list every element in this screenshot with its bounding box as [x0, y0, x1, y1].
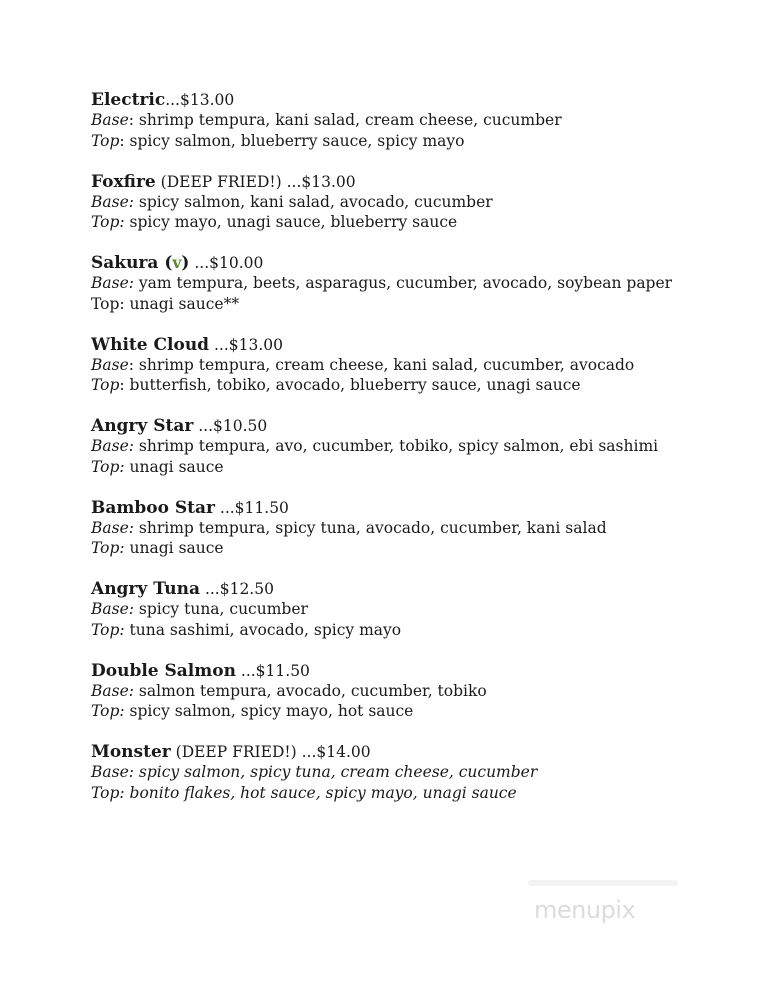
- menu-item-electric: [91, 90, 731, 172]
- item-price: ...$14.00: [296, 743, 371, 761]
- item-top-line: [91, 701, 731, 721]
- base-label: Base:: [91, 600, 134, 619]
- item-base-line: [91, 355, 731, 375]
- top-label: Top: [91, 376, 120, 395]
- item-base-line: [91, 273, 731, 293]
- menu-item-white-cloud: [91, 335, 731, 417]
- item-name: White Cloud: [91, 334, 210, 355]
- item-top-line: [91, 375, 731, 395]
- menu-item-angry-tuna: [91, 579, 731, 661]
- item-note: (DEEP FRIED!): [155, 172, 282, 191]
- top-label: Top:: [91, 783, 125, 802]
- item-top-line: [91, 131, 731, 151]
- base-label: Base:: [91, 274, 134, 293]
- item-price: ...$11.50: [235, 661, 310, 680]
- base-ingredients: shrimp tempura, cream cheese, kani salad, cucumber, avocado: [134, 355, 635, 374]
- base-ingredients: shrimp tempura, kani salad, cream cheese, cucumber: [134, 111, 562, 130]
- item-price: ...$13.00: [281, 172, 356, 191]
- top-ingredients: spicy mayo, unagi sauce, blueberry sauce: [124, 213, 458, 232]
- item-title-line: [91, 172, 731, 192]
- top-ingredients: spicy salmon, spicy mayo, hot sauce: [124, 702, 414, 721]
- item-name: Electric: [91, 90, 166, 110]
- item-title-line: [91, 335, 731, 355]
- item-price: ...$13.00: [165, 91, 235, 109]
- top-ingredients: butterfish, tobiko, avocado, blueberry sauce, unagi sauce: [124, 376, 581, 395]
- item-base-line: [91, 681, 731, 701]
- base-label: Base: [91, 355, 129, 374]
- item-price: ...$10.50: [193, 417, 268, 435]
- item-title-line: [91, 90, 731, 110]
- item-name: Monster: [91, 742, 171, 762]
- base-label: Base:: [91, 192, 134, 211]
- item-name: Bamboo Star: [91, 497, 215, 518]
- base-sep: :: [128, 355, 134, 374]
- top-ingredients: unagi sauce: [124, 457, 224, 476]
- watermark-tagline-bar: [528, 880, 678, 886]
- top-ingredients: Top: unagi sauce**: [91, 294, 240, 313]
- item-base-line: [91, 110, 731, 130]
- item-top-line: [91, 620, 731, 640]
- menu-item-sakura: [91, 253, 731, 335]
- menupix-watermark-logo: menupix: [534, 896, 636, 924]
- item-top-line: [91, 294, 731, 314]
- item-price: ...$10.00: [189, 254, 264, 272]
- item-note: (DEEP FRIED!): [170, 743, 297, 761]
- top-ingredients: unagi sauce: [124, 539, 224, 558]
- menu-item-foxfire: [91, 172, 731, 254]
- base-label: Base: [91, 111, 129, 130]
- top-ingredients: tuna sashimi, avocado, spicy mayo: [124, 620, 402, 639]
- base-label: Base:: [91, 518, 134, 537]
- item-title-line: [91, 416, 731, 436]
- menu-list: [91, 90, 731, 824]
- item-top-line: [91, 783, 731, 803]
- item-title-line: [91, 579, 731, 599]
- top-label: Top:: [91, 539, 125, 558]
- item-name-close: ): [181, 253, 190, 273]
- item-top-line: [91, 457, 731, 477]
- base-ingredients: salmon tempura, avocado, cucumber, tobiko: [133, 681, 487, 700]
- item-title-line: [91, 253, 731, 273]
- base-label: Base:: [91, 437, 134, 456]
- item-base-line: [91, 599, 731, 619]
- top-ingredients: bonito flakes, hot sauce, spicy mayo, unagi sauce: [124, 783, 517, 802]
- base-sep: :: [128, 111, 134, 130]
- menu-item-angry-star: [91, 416, 731, 498]
- item-title-line: [91, 661, 731, 681]
- item-name: Angry Star: [91, 416, 194, 436]
- base-ingredients: spicy salmon, spicy tuna, cream cheese, cucumber: [133, 763, 538, 782]
- base-label: Base:: [91, 763, 134, 782]
- top-label: Top:: [91, 213, 125, 232]
- top-sep: :: [119, 376, 125, 395]
- item-base-line: [91, 192, 731, 212]
- top-label: Top:: [91, 620, 125, 639]
- menu-item-double-salmon: [91, 661, 731, 743]
- top-ingredients: spicy salmon, blueberry sauce, spicy mayo: [124, 131, 465, 150]
- base-ingredients: spicy salmon, kani salad, avocado, cucumber: [133, 192, 493, 211]
- vegetarian-badge: v: [172, 253, 182, 272]
- item-name: Double Salmon: [91, 660, 236, 681]
- item-title-line: [91, 742, 731, 762]
- base-ingredients: yam tempura, beets, asparagus, cucumber, avocado, soybean paper: [133, 274, 673, 293]
- base-ingredients: shrimp tempura, spicy tuna, avocado, cucumber, kani salad: [133, 518, 607, 537]
- item-price: ...$12.50: [200, 580, 274, 598]
- top-label: Top:: [91, 702, 125, 721]
- item-base-line: [91, 762, 731, 782]
- item-price: ...$11.50: [214, 498, 289, 517]
- base-label: Base:: [91, 681, 134, 700]
- top-label: Top:: [91, 457, 125, 476]
- top-label: Top: [91, 131, 120, 150]
- item-name: Angry Tuna: [91, 579, 201, 599]
- item-top-line: [91, 538, 731, 558]
- item-price: ...$13.00: [209, 335, 284, 354]
- base-ingredients: shrimp tempura, avo, cucumber, tobiko, spicy salmon, ebi sashimi: [133, 437, 659, 456]
- top-sep: :: [119, 131, 125, 150]
- item-top-line: [91, 212, 731, 232]
- item-name: Sakura (: [91, 253, 173, 273]
- menu-item-bamboo-star: [91, 498, 731, 580]
- item-base-line: [91, 518, 731, 538]
- item-name: Foxfire: [91, 171, 156, 192]
- menu-item-monster: [91, 742, 731, 824]
- base-ingredients: spicy tuna, cucumber: [133, 600, 308, 619]
- item-base-line: [91, 436, 731, 456]
- item-title-line: [91, 498, 731, 518]
